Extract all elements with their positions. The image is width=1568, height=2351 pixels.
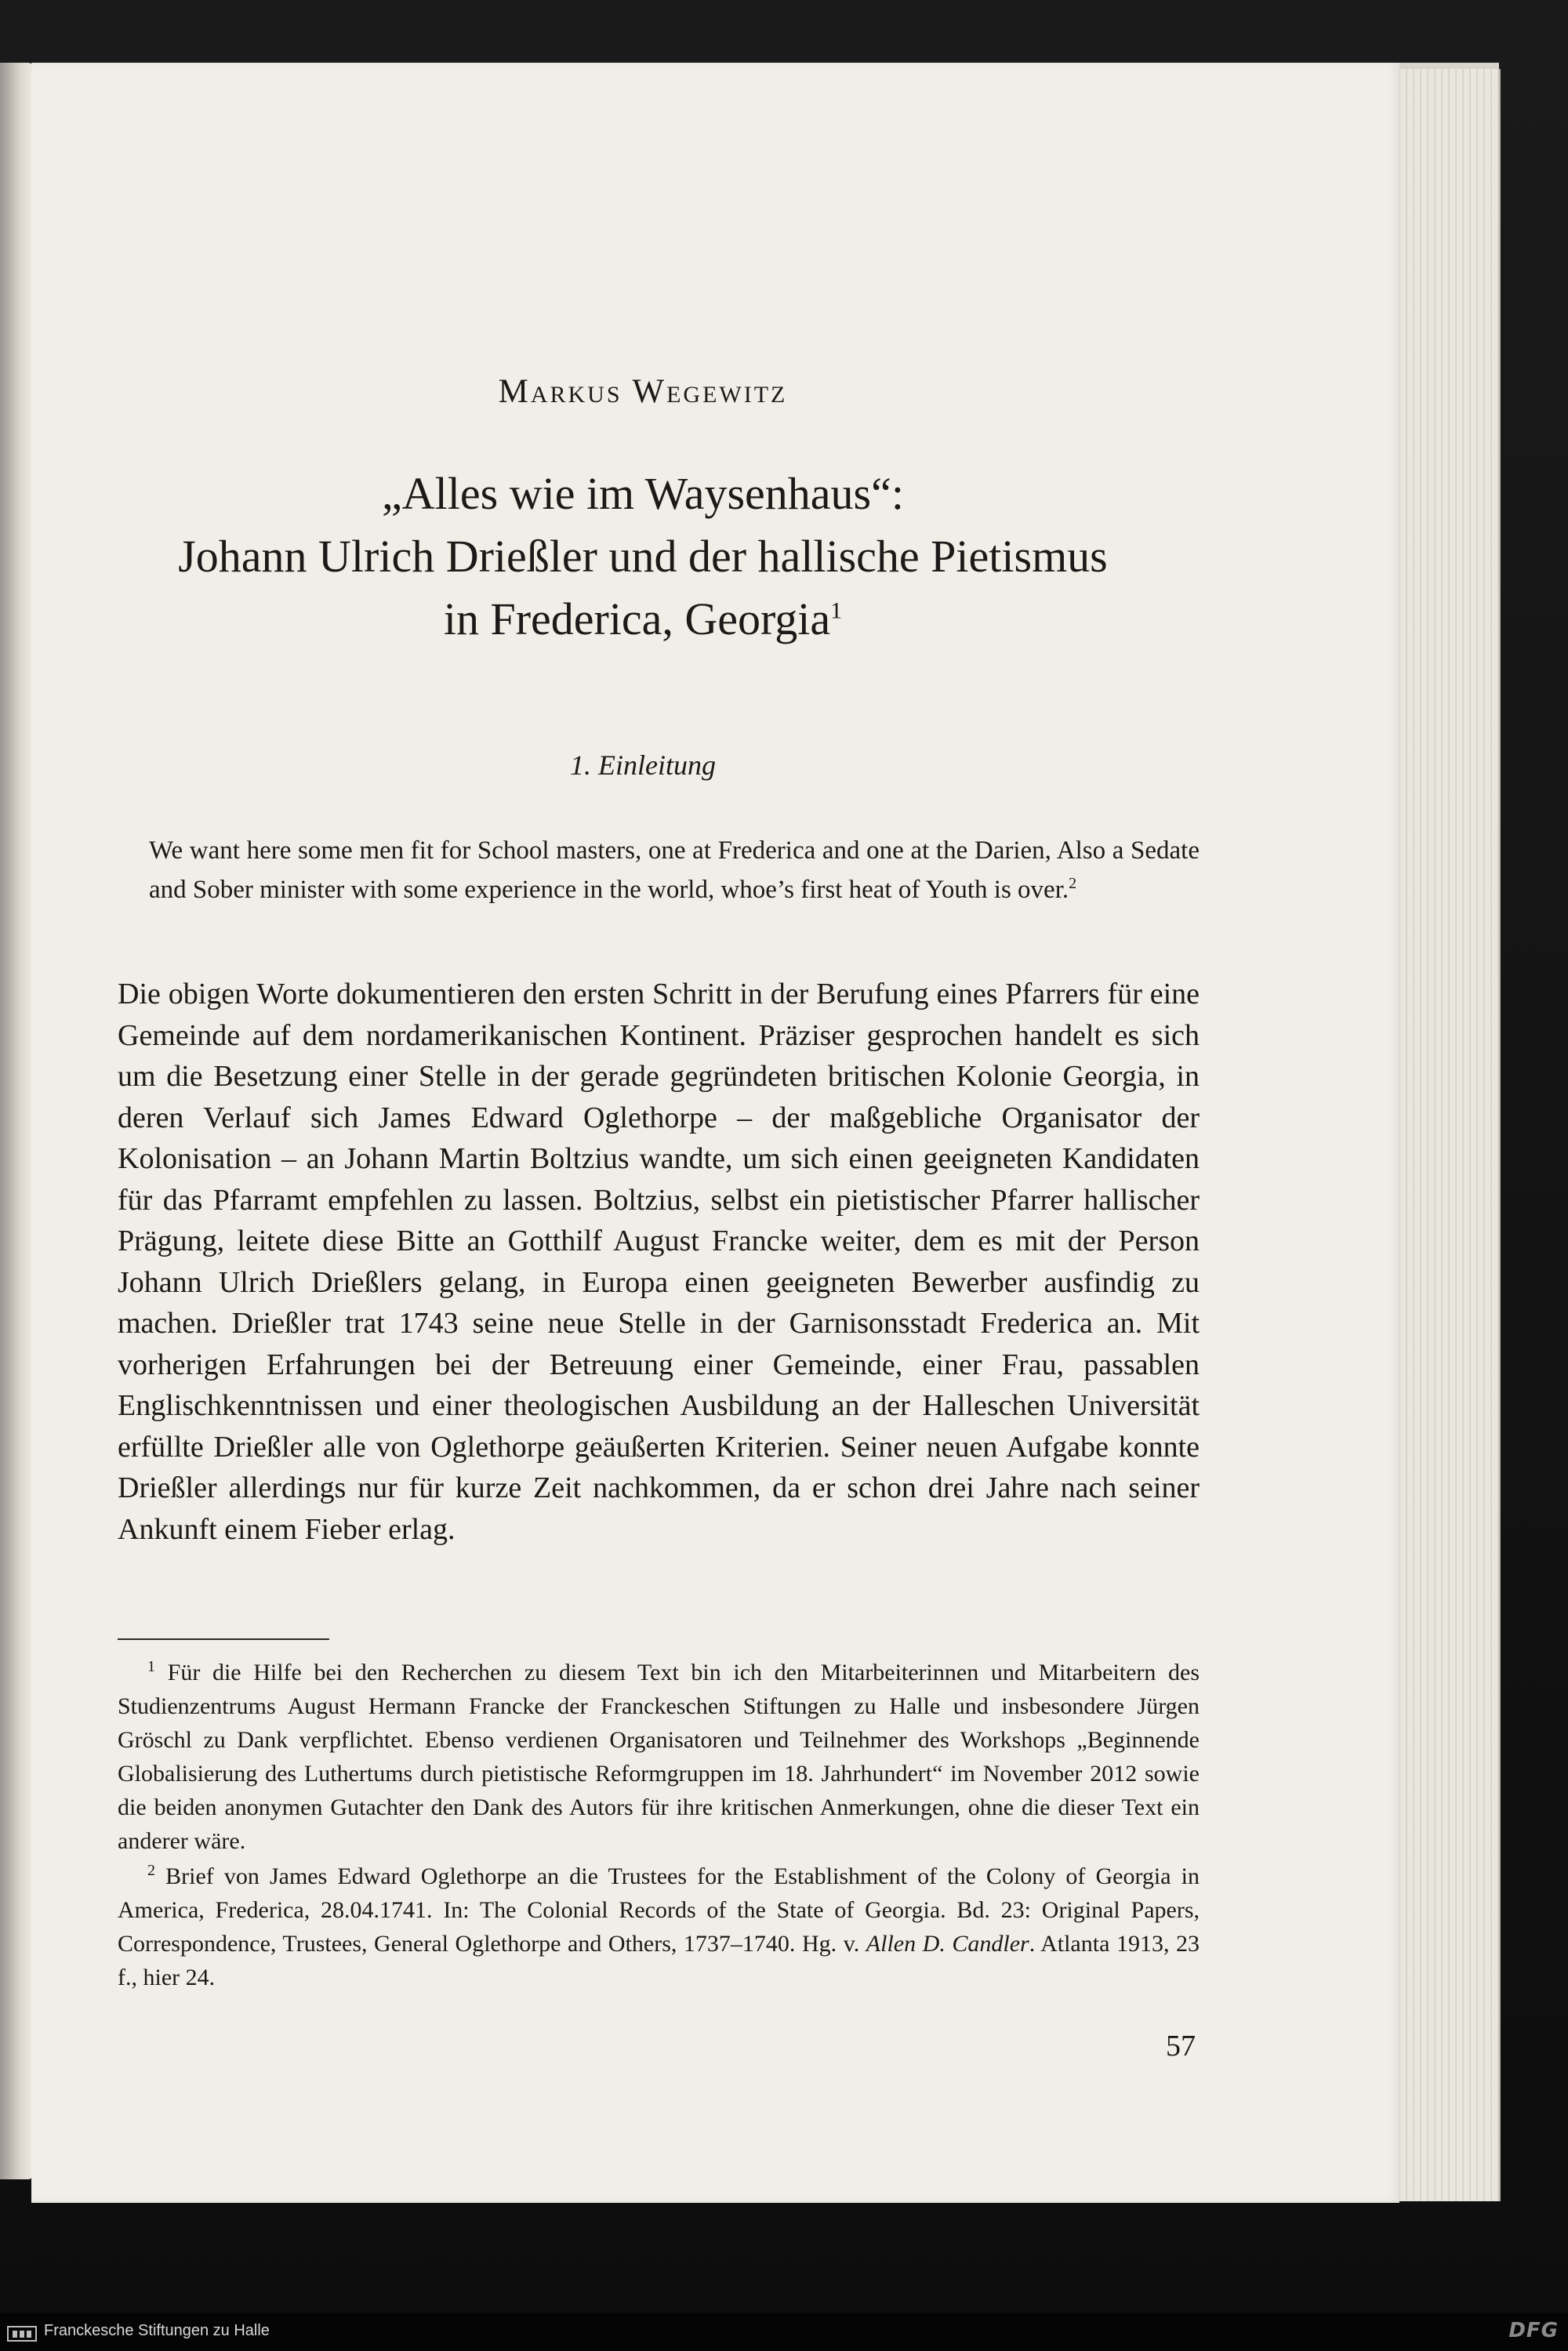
title-footnote-mark[interactable]: 1: [830, 597, 843, 624]
page-number: 57: [1166, 2030, 1196, 2063]
footnote-2-text-b: . Atlanta 1913, 23 f., hier 24.: [118, 1931, 1200, 1990]
epigraph-footnote-mark[interactable]: 2: [1069, 875, 1077, 892]
footnote-1-mark: 1: [147, 1658, 155, 1675]
institution-logo-icon: [6, 2324, 38, 2344]
author-name: Markus Wegewitz: [498, 373, 788, 410]
footnote-1: [118, 1656, 1200, 1858]
footnote-divider: [118, 1638, 329, 1640]
title-line-2: Johann Ulrich Drießler und der hallische Pietismus: [178, 531, 1108, 582]
footnote-2-text-a: Brief von James Edward Oglethorpe an die Trustees for the Establishment of the Colony of Georgia in America, Frederica, 28.04.1741. In: The Colonial Records of the State of Georgia. Bd. 23: Original Papers, Correspondence, Trustees, General Oglethorpe and Others, 1737–1740. Hg. v.: [118, 1863, 1200, 1957]
institution-name[interactable]: Franckesche Stiftungen zu Halle: [44, 2322, 270, 2339]
title-line-3: [118, 588, 1168, 651]
section-heading: 1. Einleitung: [570, 749, 716, 781]
footnote-2-mark: 2: [147, 1862, 155, 1879]
footnote-1-text: Für die Hilfe bei den Recherchen zu diesem Text bin ich den Mitarbeiterinnen und Mitarbeitern des Studienzentrums August Hermann Francke der Franckeschen Stiftungen zu Halle und insbesondere Jürgen Gröschl zu Dank verpflichtet. Ebenso verdienen Organisatoren und Teilnehmer des Workshops „Beginnende Globalisierung des Luthertums durch pietistische Reformgruppen im 18. Jahrhundert“ im November 2012 sowie die beiden anonymen Gutachter den Dank des Autors für ihre kritischen Anmerkungen, ohne die dieser Text ein anderer wäre.: [118, 1660, 1200, 1854]
title-line-3-text: in Frederica, Georgia: [443, 593, 831, 644]
epigraph-quote: [149, 831, 1200, 909]
article-title: [118, 463, 1168, 651]
title-line-1: „Alles wie im Waysenhaus“:: [382, 468, 904, 519]
viewer-footer: [0, 2313, 1568, 2351]
facing-page-edge: [0, 63, 33, 2179]
epigraph-text: We want here some men fit for School masters, one at Frederica and one at the Darien, Also a Sedate and Sober minister with some experience in the world, whoe’s first heat of Youth is over.: [149, 836, 1200, 904]
dfg-logo: DFG: [1508, 2319, 1559, 2342]
footnote-2-editor: Allen D. Candler: [866, 1931, 1029, 1957]
footnote-2: [118, 1859, 1200, 1994]
body-paragraph: Die obigen Worte dokumentieren den ersten Schritt in der Berufung eines Pfarrers für eine Gemeinde auf dem nordamerikanischen Kontinent. Präziser gesprochen handelt es sich um die Besetzung einer Stelle in der gerade gegründeten britischen Kolonie Georgia, in deren Verlauf sich James Edward Oglethorpe – der maßgebliche Organisator der Kolonisation – an Johann Martin Boltzius wandte, um sich einen geeigneten Kandidaten für das Pfarramt empfehlen zu lassen. Boltzius, selbst ein pietistischer Pfarrer hallischer Prägung, leitete diese Bitte an Gotthilf August Francke weiter, dem es mit der Person Johann Ulrich Drießlers gelang, in Europa einen geeigneten Bewerber ausfindig zu machen. Drießler trat 1743 seine neue Stelle in der Garnisonsstadt Frederica an. Mit vorherigen Erfahrungen bei der Betreuung einer Gemeinde, einer Frau, passablen Englischkenntnissen und einer theologischen Ausbildung an der Halleschen Universität erfüllte Drießler alle von Oglethorpe geäußerten Kriterien. Seiner neuen Aufgabe konnte Drießler allerdings nur für kurze Zeit nachkommen, da er schon drei Jahre nach seiner Ankunft einem Fieber erlag.: [118, 978, 1200, 1546]
